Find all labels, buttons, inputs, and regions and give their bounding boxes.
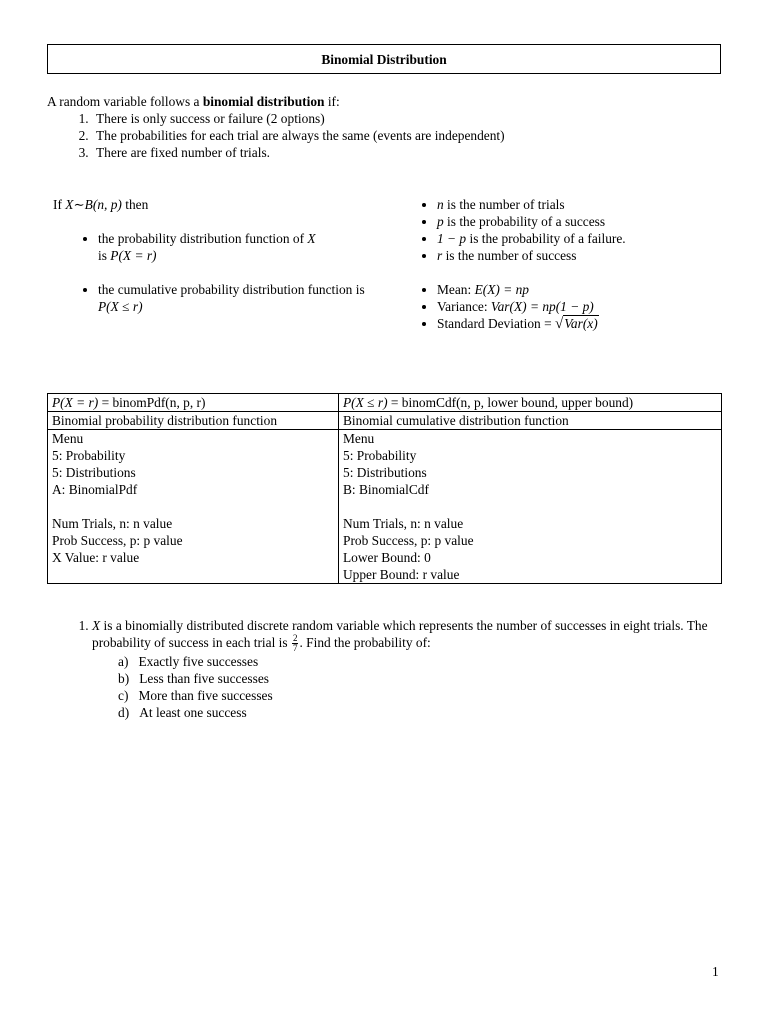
pdf-header-cell: P(X = r) = binomPdf(n, p, r) bbox=[48, 394, 339, 412]
condition-item: 3. There are fixed number of trials. bbox=[92, 144, 727, 161]
variance-formula: • Variance: Var(X) = np(1 − p) bbox=[437, 298, 692, 315]
condition-item: 1. There is only success or failure (2 options) bbox=[92, 110, 727, 127]
parameter-item: • 1 − p is the probability of a failure. bbox=[437, 230, 692, 247]
parameter-item: • n is the number of trials bbox=[437, 196, 692, 213]
step-line bbox=[52, 498, 334, 515]
definition-column bbox=[53, 196, 373, 315]
fraction: $\frac{2}{7}$ bbox=[292, 633, 298, 654]
parameters-column bbox=[392, 196, 692, 333]
definition-list bbox=[53, 230, 373, 315]
mean-formula: • Mean: E(X) = np bbox=[437, 281, 692, 298]
exercise-question: 1. X is a binomially distributed discrete random variable which represents the number of successes in eight trials. The probability of success in each trial is $\frac{2}{7}$ . Find the probability of: a) Exactly five successes b) Less than five successes c) More than five successes d) At least one success bbox=[92, 617, 727, 721]
exercise-part: a) Exactly five successes bbox=[118, 654, 259, 670]
step-line: Menu bbox=[52, 431, 84, 446]
step-line: 5: Probability bbox=[52, 448, 126, 463]
page-title: Binomial Distribution bbox=[321, 51, 447, 67]
conditions-list bbox=[47, 110, 727, 161]
exercise-section bbox=[47, 617, 727, 721]
cdf-subheader-cell: Binomial cumulative distribution function bbox=[339, 412, 722, 430]
exercise-part: d) At least one success bbox=[118, 705, 247, 721]
calculator-table bbox=[47, 393, 722, 584]
step-line: Num Trials, n: n value bbox=[52, 516, 173, 531]
step-line: Prob Success, p: p value bbox=[52, 533, 183, 548]
parameter-item: • p is the probability of a success bbox=[437, 213, 692, 230]
sd-formula: • Standard Deviation = √Var(x) bbox=[437, 315, 692, 333]
step-line: B: BinomialCdf bbox=[343, 482, 429, 497]
if-statement: If X∼B(n, p) then bbox=[53, 197, 149, 212]
pdf-steps-cell bbox=[48, 430, 339, 584]
intro-lead-bold: binomial distribution bbox=[202, 94, 325, 109]
step-line: Prob Success, p: p value bbox=[343, 533, 474, 548]
cdf-steps-cell bbox=[339, 430, 722, 584]
cdf-definition: • the cumulative probability distribution function is P(X ≤ r) bbox=[98, 281, 373, 315]
intro-lead: A random variable follows a binomial distribution if: bbox=[47, 94, 340, 109]
step-line: 5: Distributions bbox=[52, 465, 136, 480]
parameter-list bbox=[392, 196, 692, 333]
pdf-definition: • the probability distribution function of X is P(X = r) bbox=[98, 230, 373, 264]
step-line: Lower Bound: 0 bbox=[343, 550, 431, 565]
page-number: 1 bbox=[712, 964, 719, 979]
step-line: X Value: r value bbox=[52, 550, 140, 565]
pdf-subheader-cell: Binomial probability distribution function bbox=[48, 412, 339, 430]
parameter-item: • r is the number of success bbox=[437, 247, 692, 264]
table-steps-row bbox=[48, 430, 722, 584]
step-line bbox=[343, 498, 717, 515]
cdf-header-cell: P(X ≤ r) = binomCdf(n, p, lower bound, upper bound) bbox=[339, 394, 722, 412]
table-header-row bbox=[48, 394, 722, 412]
step-line: Menu bbox=[343, 431, 375, 446]
step-line: 5: Distributions bbox=[343, 465, 427, 480]
square-root: √Var(x) bbox=[555, 316, 598, 332]
condition-item: 2. The probabilities for each trial are always the same (events are independent) bbox=[92, 127, 727, 144]
step-line: Num Trials, n: n value bbox=[343, 516, 464, 531]
step-line: A: BinomialPdf bbox=[52, 482, 138, 497]
page-title-box bbox=[47, 44, 721, 74]
table-subheader-row bbox=[48, 412, 722, 430]
step-line: Upper Bound: r value bbox=[343, 567, 460, 582]
exercise-part: c) More than five successes bbox=[118, 688, 273, 704]
intro-section bbox=[47, 93, 727, 161]
exercise-parts bbox=[92, 653, 727, 721]
exercise-list bbox=[47, 617, 727, 721]
exercise-part: b) Less than five successes bbox=[118, 671, 269, 687]
step-line: 5: Probability bbox=[343, 448, 417, 463]
